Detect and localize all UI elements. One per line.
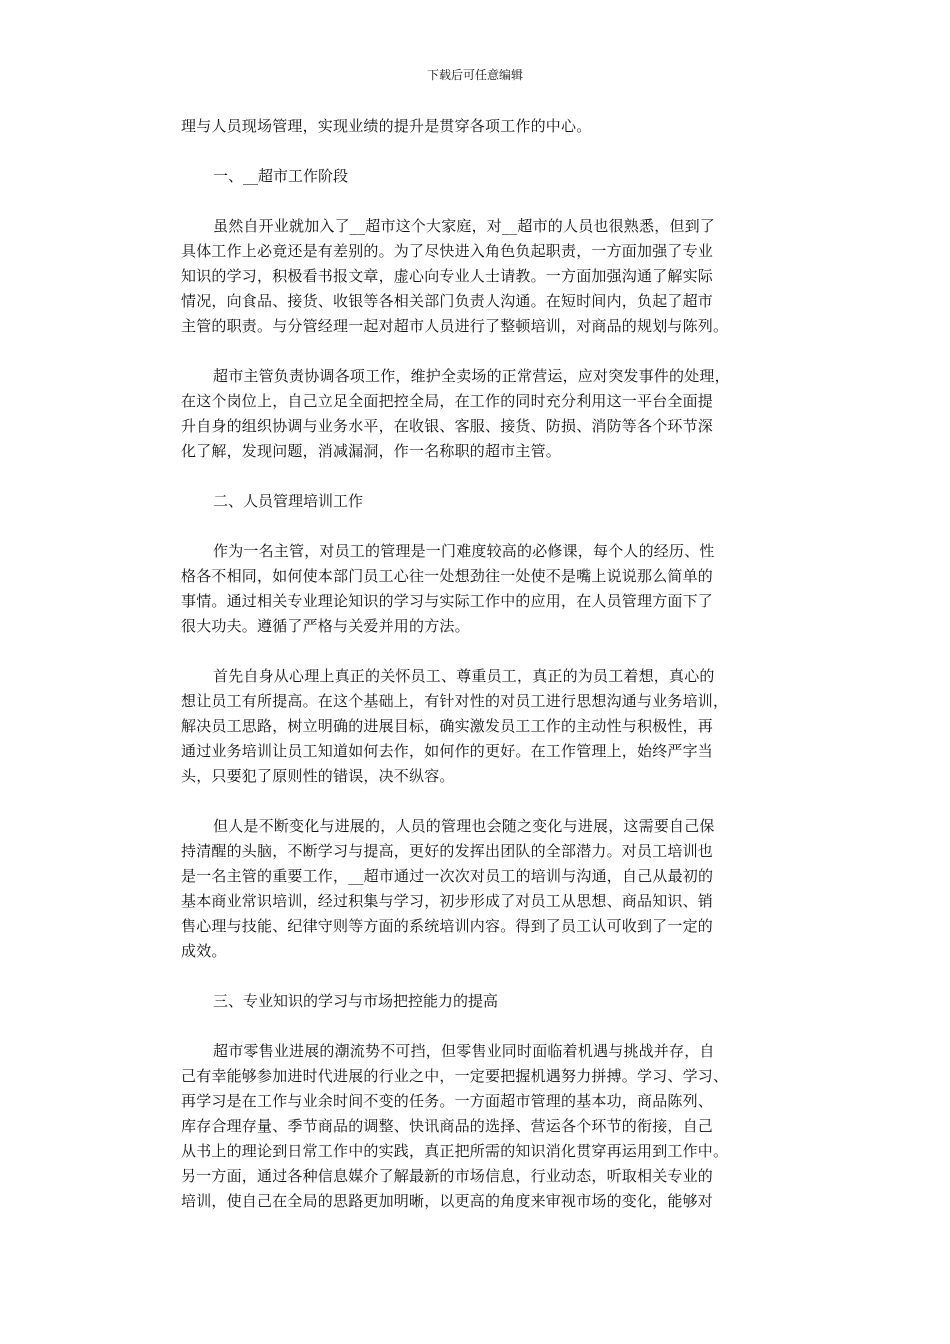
text-line: 虽然自开业就加入了__超市这个大家庭，对__超市的人员也很熟悉，但到了 [213,217,716,235]
text-line: 解决员工思路，树立明确的进展目标，确实激发员工工作的主动性与积极性，再 [181,717,714,735]
text-line: 首先自身从心理上真正的关怀员工、尊重员工，真正的为员工着想，真心的 [213,667,715,685]
text-line: 另一方面，通过各种信息媒介了解最新的市场信息，行业动态，听取相关专业的 [181,1167,714,1185]
paragraph-2 [181,364,775,464]
text-line: 主管的职责。与分管经理一起对超市人员进行了整顿培训，对商品的规划与陈列。 [181,317,729,335]
text-line: 库存合理存量、季节商品的调整、快讯商品的选择、营运各个环节的衔接，自己 [181,1117,714,1135]
paragraph-continuation [181,114,775,139]
text-line: 升自身的组织协调与业务水平，在收银、客服、接货、防损、消防等各个环节深 [181,417,714,435]
text-line: 通过业务培训让员工知道如何去作，如何作的更好。在工作管理上，始终严字当 [181,742,714,760]
section-heading-2: 二、人员管理培训工作 [213,492,364,510]
text-line: 作为一名主管，对员工的管理是一门难度较高的必修课，每个人的经历、性 [213,542,715,560]
paragraph-1 [181,214,775,339]
text-line: 售心理与技能、纪律守则等方面的系统培训内容。得到了员工认可收到了一定的 [181,917,714,935]
document-body [181,114,775,1214]
text-line: 再学习是在工作与业余时间不变的任务。一方面超市管理的基本功，商品陈列、 [181,1092,714,1110]
text-line: 具体工作上必竟还是有差别的。为了尽快进入角色负起职责，一方面加强了专业 [181,242,714,260]
text-line: 情况，向食品、接货、收银等各相关部门负责人沟通。在短时间内，负起了超市 [181,292,714,310]
text-line: 化了解，发现问题，消减漏洞，作一名称职的超市主管。 [181,442,562,460]
paragraph-4 [181,664,775,789]
text-line: 基本商业常识培训，经过积集与学习，初步形成了对员工从思想、商品知识、销 [181,892,714,910]
text-line: 知识的学习，积极看书报文章，虚心向专业人士请教。一方面加强沟通了解实际 [181,267,714,285]
paragraph-6 [181,1039,775,1214]
text-line: 成效。 [181,942,227,960]
text-line: 很大功夫。遵循了严格与关爱并用的方法。 [181,617,470,635]
text-line: 但人是不断变化与进展的，人员的管理也会随之变化与进展，这需要自己保 [213,817,715,835]
text-line: 事情。通过相关专业理论知识的学习与实际工作中的应用，在人员管理方面下了 [181,592,714,610]
text-line: 从书上的理论到日常工作中的实践，真正把所需的知识消化贯穿再运用到工作中。 [181,1142,729,1160]
page-header: 下载后可任意编辑 [426,68,523,82]
text-line: 持清醒的头脑，不断学习与提高，更好的发挥出团队的全部潜力。对员工培训也 [181,842,714,860]
text-line: 超市零售业进展的潮流势不可挡，但零售业同时面临着机遇与挑战并存，自 [213,1042,715,1060]
text-line: 培训，使自己在全局的思路更加明晰，以更高的角度来审视市场的变化，能够对 [181,1192,714,1210]
paragraph-3 [181,539,775,639]
paragraph-5 [181,814,775,964]
text-line: 是一名主管的重要工作，__超市通过一次次对员工的培训与沟通，自己从最初的 [181,867,714,885]
text-line: 超市主管负责协调各项工作，维护全卖场的正常营运，应对突发事件的处理， [213,367,730,385]
section-heading-3: 三、专业知识的学习与市场把控能力的提高 [213,992,499,1010]
text-line: 己有幸能够参加进时代进展的行业之中，一定要把握机遇努力拼搏。学习、学习、 [181,1067,729,1085]
text-line: 在这个岗位上，自己立足全面把控全局，在工作的同时充分利用这一平台全面提 [181,392,714,410]
text-line: 格各不相同，如何使本部门员工心往一处想劲往一处使不是嘴上说说那么简单的 [181,567,714,585]
text-line: 头，只要犯了原则性的错误，决不纵容。 [181,767,455,785]
text-line: 理与人员现场管理，实现业绩的提升是贯穿各项工作的中心。 [181,117,592,135]
section-heading-1: 一、__超市工作阶段 [213,167,349,185]
text-line: 想让员工有所提高。在这个基础上，有针对性的对员工进行思想沟通与业务培训， [181,692,729,710]
